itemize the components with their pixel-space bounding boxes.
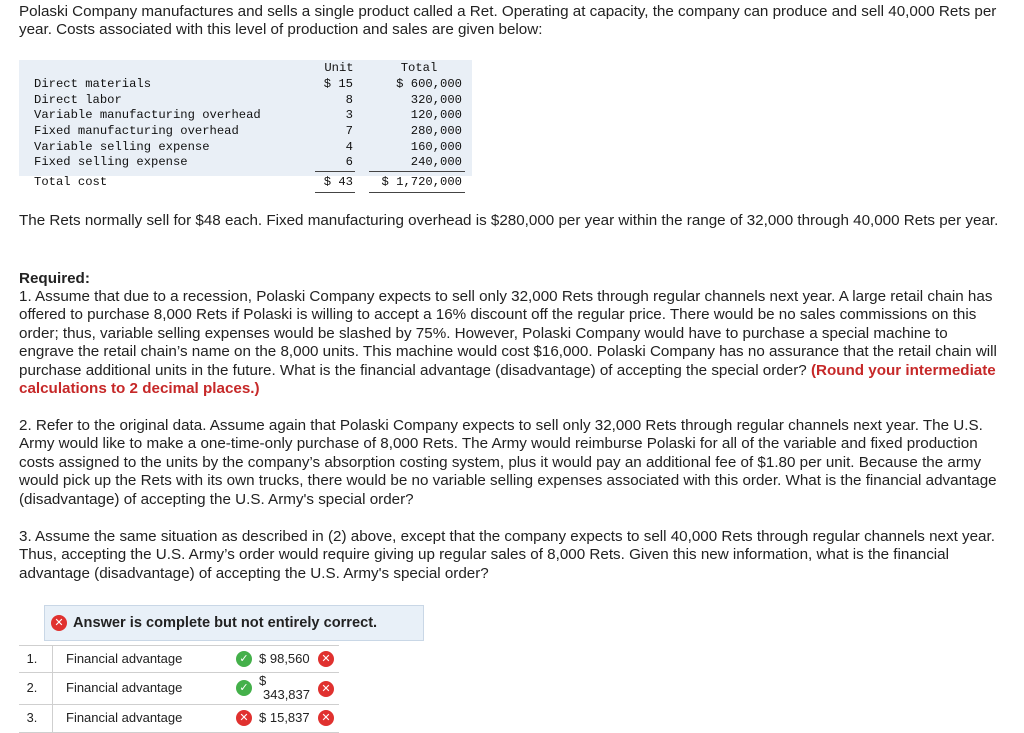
- question-2: 2. Refer to the original data. Assume again that Polaski Company expects to sell only 32,000 Rets through regular channels next year. The U.S. Army would like to make a one-time-only purchase of 8,000 Rets. The Army would reimburse Polaski for all of the variable and fixed production costs assigned to the units by the company’s absorption costing system, plus it would pay an additional fee of $1.80 per unit. Because the army would pick up the Rets with its own trucks, there would be no variable selling expenses associated with this order. What is the financial advantage (disadvantage) of accepting the U.S. Army's special order?: [19, 417, 997, 508]
- status-message: Answer is complete but not entirely correct.: [73, 615, 378, 631]
- check-circle-icon: ✓: [236, 651, 252, 667]
- answer-value-input[interactable]: $ 15,837: [259, 710, 310, 725]
- answer-label-select[interactable]: Financial advantage: [66, 710, 183, 725]
- row-unit: 6: [345, 155, 353, 169]
- answer-value-input[interactable]: $ 343,837: [259, 673, 310, 702]
- x-circle-icon: ✕: [318, 681, 334, 697]
- answer-value-input[interactable]: $ 98,560: [259, 651, 310, 666]
- header-unit: Unit: [324, 61, 354, 75]
- row-unit: 3: [345, 108, 353, 122]
- subtotal-rule-total: [369, 171, 465, 172]
- row-label: Fixed manufacturing overhead: [34, 124, 239, 138]
- question-1: [19, 288, 999, 398]
- total-rule-total: [369, 192, 465, 193]
- row-label: Direct materials: [34, 77, 152, 91]
- answer-number: 3.: [26, 710, 38, 725]
- note-text: The Rets normally sell for $48 each. Fixed manufacturing overhead is $280,000 per year within the range of 32,000 through 40,000 Rets per year.: [19, 212, 999, 229]
- row-total: $ 600,000: [396, 77, 462, 91]
- row-unit: $ 15: [323, 77, 353, 91]
- total-cost-label: Total cost: [34, 175, 108, 189]
- answer-row-1: [19, 645, 339, 673]
- x-circle-icon: ✕: [318, 710, 334, 726]
- row-total: 120,000: [410, 108, 462, 122]
- required-heading: Required:: [19, 270, 90, 287]
- check-circle-icon: ✓: [236, 680, 252, 696]
- answer-number: 1.: [26, 651, 38, 666]
- intro-text: Polaski Company manufactures and sells a single product called a Ret. Operating at capacity, the company can produce and sell 40,000 Rets per year. Costs associated with this level of production and sales are given below:: [19, 3, 997, 39]
- answer-row-3: [19, 704, 339, 733]
- header-total: Total: [400, 61, 438, 75]
- total-cost-unit: $ 43: [323, 175, 353, 189]
- x-circle-icon: ✕: [236, 710, 252, 726]
- question-3: 3. Assume the same situation as described in (2) above, except that the company expects to sell 40,000 Rets through regular channels next year. Thus, accepting the U.S. Army’s order would require giving up regular sales of 8,000 Rets. Given this new information, what is the financial advantage (disadvantage) of accepting the U.S. Army's special order?: [19, 528, 995, 582]
- answer-label-select[interactable]: Financial advantage: [66, 680, 183, 695]
- answer-number: 2.: [26, 680, 38, 695]
- total-cost-total: $ 1,720,000: [381, 175, 462, 189]
- row-total: 280,000: [410, 124, 462, 138]
- row-total: 320,000: [410, 93, 462, 107]
- row-unit: 4: [345, 140, 353, 154]
- row-label: Fixed selling expense: [34, 155, 188, 169]
- answer-status-box: [44, 605, 424, 641]
- cost-table: [19, 60, 472, 195]
- question-1-text: 1. Assume that due to a recession, Polaski Company expects to sell only 32,000 Rets through regular channels next year. A large retail chain has offered to purchase 8,000 Rets if Polaski is willing to accept a 16% discount off the regular price. There would be no sales commissions on this order; thus, variable selling expenses would be slashed by 75%. However, Polaski Company would have to purchase a special machine to engrave the retail chain’s name on the 8,000 units. This machine would cost $16,000. Polaski Company has no assurance that the retail chain will purchase additional units in the future. What is the financial advantage (disadvantage) of accepting the special order?: [19, 288, 997, 379]
- answer-label-select[interactable]: Financial advantage: [66, 651, 183, 666]
- row-label: Variable selling expense: [34, 140, 210, 154]
- x-circle-icon: ✕: [51, 615, 67, 631]
- subtotal-rule-unit: [315, 171, 355, 172]
- total-rule-unit: [315, 192, 355, 193]
- row-label: Variable manufacturing overhead: [34, 108, 261, 122]
- row-total: 240,000: [410, 155, 462, 169]
- x-circle-icon: ✕: [318, 651, 334, 667]
- row-unit: 7: [345, 124, 353, 138]
- rounding-note: (Round your intermediate calculations to 2 decimal places.): [19, 361, 996, 398]
- row-total: 160,000: [410, 140, 462, 154]
- row-label: Direct labor: [34, 93, 122, 107]
- answer-row-2: [19, 672, 339, 705]
- row-unit: 8: [345, 93, 353, 107]
